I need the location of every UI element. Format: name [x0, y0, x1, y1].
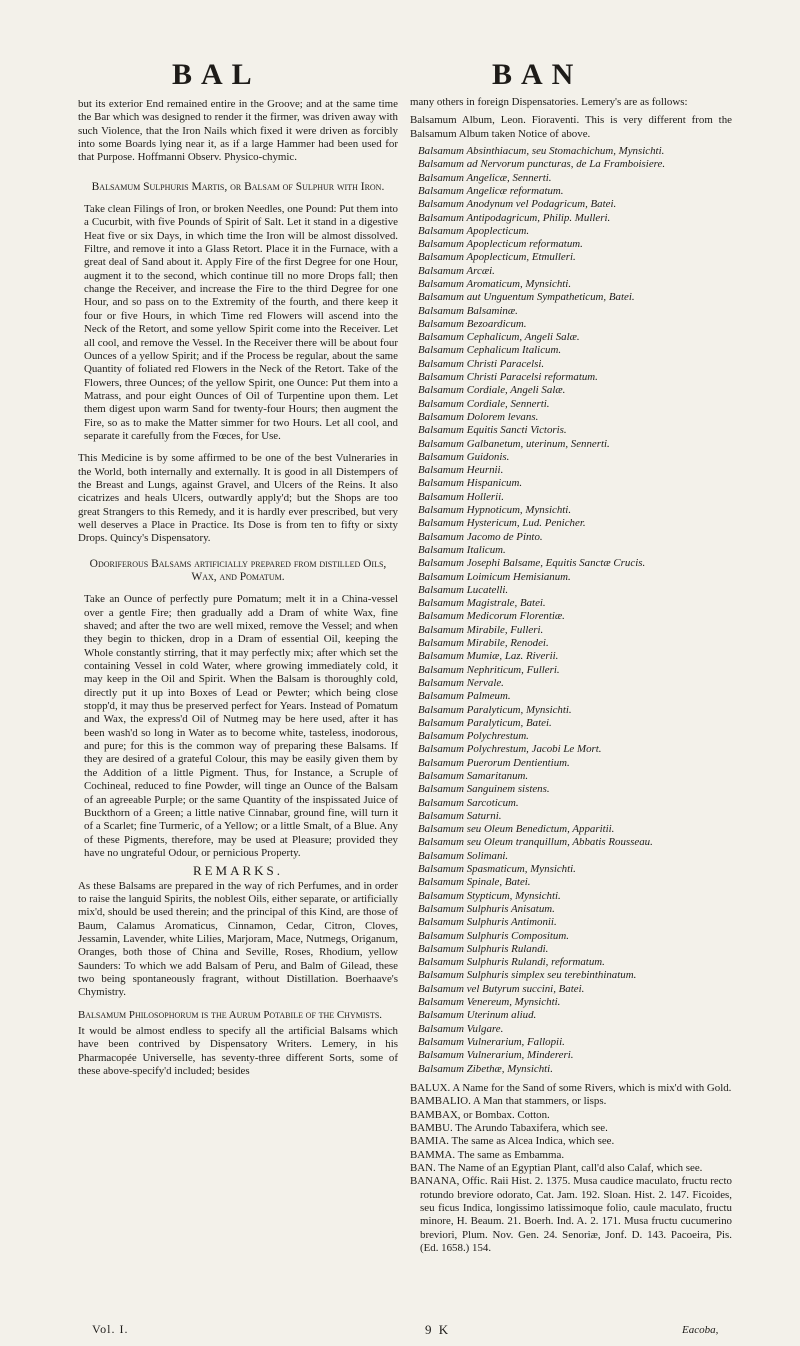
balsam-list-item: Balsamum vel Butyrum succini, Batei.: [418, 982, 585, 995]
dictionary-entry: BALUX. A Name for the Sand of some Rivers, which is mix'd with Gold.: [410, 1081, 732, 1094]
running-head-left: BAL: [172, 58, 261, 91]
odoriferous-heading: Odoriferous Balsams artificially prepared from distilled Oils, Wax, and Pomatum.: [89, 557, 387, 583]
balsam-list-item: Balsamum Equitis Sancti Victoris.: [418, 424, 567, 437]
opening-paragraph: but its exterior End remained entire in the Groove; and at the same time the Bar which was designed to render it the firmer, was driven away with such Violence, that the Iron Nails which fixed it were driven as forcibly into some Boards lying near it, as if a large Hammer had been used for that Purpose. Hoffmanni Observ. Physico-chymic.: [78, 98, 398, 164]
balsam-list-item: Balsamum Uterinum aliud.: [418, 1009, 537, 1022]
balsam-list-item: Balsamum Mumiæ, Laz. Riverii.: [418, 650, 559, 663]
balsam-list-item: Balsamum Apoplecticum reformatum.: [418, 238, 583, 251]
balsam-list-item: Balsamum Christi Paracelsi reformatum.: [418, 371, 598, 384]
balsam-list-item: Balsamum Galbanetum, uterinum, Sennerti.: [418, 437, 610, 450]
balsam-list-item: Balsamum Lucatelli.: [418, 583, 509, 596]
balsam-list-item: Balsamum Saturni.: [418, 809, 502, 822]
balsam-list-item: Balsamum Zibethæ, Mynsichti.: [418, 1062, 553, 1075]
balsam-list-item: Balsamum Sulphuris Rulandi.: [418, 942, 549, 955]
balsam-list-item: Balsamum Cephalicum, Angeli Salæ.: [418, 331, 580, 344]
balsam-list-item: Balsamum Anodynum vel Podagricum, Batei.: [418, 198, 617, 211]
signature-mark: 9 K: [425, 1322, 451, 1337]
balsam-list-item: Balsamum Cordiale, Angeli Salæ.: [418, 384, 566, 397]
lemery-intro: many others in foreign Dispensatories. Lemery's are as follows:: [410, 96, 688, 108]
balsam-list-item: Balsamum Vulnerarium, Mindereri.: [418, 1049, 574, 1062]
remarks-heading: REMARKS.: [192, 863, 284, 879]
balsam-list-item: Balsamum Polychrestum, Jacobi Le Mort.: [418, 743, 602, 756]
dictionary-entry: BAMBALIO. A Man that stammers, or lisps.: [410, 1095, 607, 1108]
balsam-list-item: Balsamum Sulphuris Rulandi, reformatum.: [418, 956, 605, 969]
balsam-list-item: Balsamum Polychrestum.: [418, 730, 529, 743]
balsam-list-item: Balsamum Hypnoticum, Mynsichti.: [418, 504, 572, 517]
balsam-list-item: Balsamum Bezoardicum.: [418, 317, 527, 330]
remarks-paragraph: As these Balsams are prepared in the way of rich Perfumes, and in order to raise the languid Spirits, the noblest Oils, either separate, or artificially mix'd, should be used therein; and the principal of this Kind, are those of Baum, Calamus Aromaticus, Cinnamon, Cedar, Citron, Cloves, Jessamin, Lavender, white Lilies, Marjoram, Mace, Nutmegs, Origanum, Oranges, both those of China and Seville, Roses, Rhodium, yellow Saunders: To which we add Balsam of Peru, and Balm of Gilead, these two being spontaneously fragrant, without Distillation. Boerhaave's Chymistry.: [78, 879, 398, 999]
balsam-list-item: Balsamum Stypticum, Mynsichti.: [418, 889, 561, 902]
balsam-list-item: Balsamum seu Oleum tranquillum, Abbatis Rousseau.: [418, 836, 653, 849]
dictionary-entry: BAMMA. The same as Embamma.: [410, 1148, 565, 1161]
balsam-list-item: Balsamum Vulnerarium, Fallopii.: [418, 1035, 565, 1048]
balsam-list-item: Balsamum Nephriticum, Fulleri.: [418, 663, 560, 676]
balsam-list-item: Balsamum Samaritanum.: [418, 769, 529, 782]
balsam-list-item: Balsamum Hollerii.: [418, 490, 504, 503]
right-column: [410, 96, 732, 1255]
balsam-list-item: Balsamum Apoplecticum.: [418, 224, 530, 237]
balsam-list-item: Balsamum Puerorum Dentientium.: [418, 756, 570, 769]
balsam-list-item: Balsamum Apoplecticum, Etmulleri.: [418, 251, 576, 264]
balsam-list-item: Balsamum Palmeum.: [418, 690, 511, 703]
balsam-list-item: Balsamum Heurnii.: [418, 464, 504, 477]
balsam-list-item: Balsamum Medicorum Florentiæ.: [418, 610, 565, 623]
balsam-list-item: Balsamum Paralyticum, Mynsichti.: [418, 703, 572, 716]
balsam-list-item: Balsamum Dolorem levans.: [418, 410, 539, 423]
balsam-list-item: Balsamum Jacomo de Pinto.: [418, 530, 543, 543]
philosophorum-paragraph: Balsamum Philosophorum is the Aurum Potabile of the Chymists.: [78, 1008, 383, 1021]
balsam-list-item: Balsamum Sulphuris Antimonii.: [418, 916, 557, 929]
left-column: [78, 98, 398, 1078]
balsam-list-item: Balsamum Antipodagricum, Philip. Mulleri.: [418, 211, 611, 224]
balsam-list: [410, 145, 732, 1076]
balsam-list-item: Balsamum Nervale.: [418, 676, 504, 689]
dictionary-entry: BAMIA. The same as Alcea Indica, which see.: [410, 1135, 615, 1148]
balsam-list-item: Balsamum Aromaticum, Mynsichti.: [418, 278, 572, 290]
balsam-list-item: Balsamum Absinthiacum, seu Stomachichum, Mynsichti.: [418, 145, 665, 158]
balsam-list-item: Balsamum Spinale, Batei.: [418, 876, 531, 889]
balsam-list-item: Balsamum Sulphuris simplex seu terebinthinatum.: [418, 969, 637, 982]
balsam-list-item: Balsamum Hystericum, Lud. Penicher.: [418, 517, 586, 530]
sulphur-recipe: Take clean Filings of Iron, or broken Needles, one Pound: Put them into a Cucurbit, with five Pounds of Spirit of Salt. Let it stand in a digestive Heat five or six Days, in which time the Iron will be almost dissolved. Filtre, and remove it into a Glass Retort. Place it in the Furnace, with a great deal of Sand about it. Apply Fire of the first Degree for one Hour, augment it to the second, which continue till no more Drops fall; then change the Receiver, and increase the Fire to the third Degree for one Hour, and so pass on to the Extremity of the fourth, and there keep it four or five Hours, in which Time red Flowers will ascend into the Neck of the Retort, and some yellow Spirit come into the Receiver. Let all cool, and remove the Vessel. In the Receiver there will be about four Ounces of a yellow Spirit; and if the Process be regular, about the same Quantity of foliated red Flowers in the Neck of the Retort. Take of the Flowers, three Ounces; of the yellow Spirit, one Ounce: Put them into a Matrass, and pour eight Ounces of Oil of Turpentine upon them. Let them digest upon warm Sand for twenty-four Hours; then augment the Fire, so as to make the Matter simmer for two Hours. Let all cool, and separate it carefully from the Fœces, for Use.: [84, 203, 398, 442]
balsam-list-item: Balsamum seu Oleum Benedictum, Apparitii.: [418, 823, 615, 836]
balsam-list-item: Balsamum Paralyticum, Batei.: [418, 716, 552, 729]
balsam-list-item: Balsamum Spasmaticum, Mynsichti.: [418, 863, 576, 876]
balsam-list-item: Balsamum Guidonis.: [418, 450, 510, 463]
volume-mark: Vol. I.: [92, 1322, 129, 1336]
dictionary-entry: BAMBAX, or Bombax. Cotton.: [410, 1108, 550, 1121]
dictionary-entries: [410, 1082, 732, 1255]
dictionary-entry: BAMBU. The Arundo Tabaxifera, which see.: [410, 1121, 608, 1134]
balsam-list-item: Balsamum Sarcoticum.: [418, 796, 519, 809]
odoriferous-recipe: Take an Ounce of perfectly pure Pomatum; melt it in a China-vessel over a gentle Fire; then gradually add a Dram of white Wax, fine shaved; and after the two are well mixed, remove the Vessel; and when they begin to thicken, drop in a Dram of essential Oil, keeping the Whole constantly stirring, that it may perfectly mix; after which set the containing Vessel in cold Water, where growing immediately cold, it may keep in the Oil and Spirit. When the Balsam is thoroughly cold, directly put it up into Boxes of Lead or Pewter; which being close stopp'd, it may thus be preserved perfect for Years. Instead of Pomatum and Wax, the express'd Oil of Nutmeg may be here used, after it has been wash'd so long in Water as to become white, tasteless, inodorous, and pure; for this is the common way of preparing these Balsams. If they are desired of a grateful Colour, this may be easily given them by the Addition of a little Pigment. Thus, for Instance, a Scruple of Cochineal, reduced to fine Powder, will tinge an Ounce of the Balsam of an agreeable Purple; or the same Quantity of the inspissated Juice of Buckthorn of a Green; a little native Cinnabar, ground fine, will turn it of a Scarlet; fine Turmeric, of a Yellow; or a little Smalt, of a Blue. Any of these Pigments, therefore, may be used at Pleasure; provided they have no ungrateful Odour, or pernicious Property.: [84, 593, 398, 859]
balsam-list-item: Balsamum Arcæi.: [418, 264, 495, 277]
balsamum-album-note: Balsamum Album, Leon. Fioraventi. This is very different from the Balsamum Album taken Notice of above.: [410, 114, 732, 140]
balsam-list-item: Balsamum Venereum, Mynsichti.: [418, 996, 561, 1009]
balsam-list-item: Balsamum Magistrale, Batei.: [418, 597, 546, 610]
balsam-list-item: Balsamum Sulphuris Anisatum.: [418, 902, 555, 915]
balsam-list-item: Balsamum Vulgare.: [418, 1022, 504, 1035]
balsam-list-item: Balsamum ad Nervorum puncturas, de La Framboisiere.: [418, 158, 666, 171]
balsam-list-item: Balsamum Balsaminæ.: [418, 304, 518, 317]
balsam-list-item: Balsamum Loimicum Hemisianum.: [418, 570, 571, 583]
balsam-list-item: Balsamum Angelicæ reformatum.: [418, 184, 564, 197]
balsam-list-item: Balsamum Cephalicum Italicum.: [418, 344, 562, 357]
balsam-list-item: Balsamum Mirabile, Renodei.: [418, 637, 549, 650]
balsam-list-item: Balsamum Angelicæ, Sennerti.: [418, 171, 552, 184]
catchword: Eacoba,: [682, 1324, 719, 1336]
balsam-list-item: Balsamum Hispanicum.: [418, 477, 523, 490]
balsam-list-item: Balsamum Mirabile, Fulleri.: [418, 623, 544, 636]
balsam-list-item: Balsamum Solimani.: [418, 849, 509, 862]
sulphur-note: This Medicine is by some affirmed to be one of the best Vulneraries in the World, both internally and externally. It is good in all Distempers of the Breast and Lungs, against Gravel, and Ulcers of the Reins. It also cicatrizes and heals Ulcers, outwardly apply'd; but the Shops are too great Strangers to this Remedy, and it is hardly ever prescribed, but very well deserves a Place in Practice. Its Dose is from ten to fifty or sixty Drops. Quincy's Dispensatory.: [78, 452, 398, 545]
dictionary-entry: BANANA, Offic. Raii Hist. 2. 1375. Musa caudice maculato, fructu recto rotundo breviore odorato, Cat. Jam. 192. Sloan. Hist. 2. 147. Ficoides, seu ficus Indica, longissimo latissimoque folio, caule maculato, fructu minore, H. Beaum. 21. Boerh. Ind. A. 2. 171. Musa fructu cucumerino breviori, Plum. Nov. Gen. 24. Senoriæ, Jonf. D. 143. Pacoeira, Pis. (Ed. 1658.) 154.: [410, 1175, 732, 1254]
sulphur-heading: Balsamum Sulphuris Martis, or Balsam of Sulphur with Iron.: [91, 180, 385, 193]
dictionary-entry: BAN. The Name of an Egyptian Plant, call'd also Calaf, which see.: [410, 1161, 703, 1174]
running-head-right: BAN: [492, 58, 583, 91]
balsam-list-item: Balsamum Cordiale, Sennerti.: [418, 397, 550, 410]
balsam-list-item: Balsamum Italicum.: [418, 543, 506, 556]
balsam-list-item: Balsamum Sulphuris Compositum.: [418, 929, 569, 942]
closing-paragraph: It would be almost endless to specify all the artificial Balsams which have been contrived by Dispensatory Writers. Lemery, in his Pharmacopée Universelle, has seventy-three different Sorts, some of these above-specify'd included; besides: [78, 1025, 398, 1078]
balsam-list-item: Balsamum Sanguinem sistens.: [418, 783, 550, 796]
balsam-list-item: Balsamum Josephi Balsame, Equitis Sanctæ Crucis.: [418, 557, 646, 570]
balsam-list-item: Balsamum Christi Paracelsi.: [418, 357, 545, 370]
balsam-list-item: Balsamum aut Unguentum Sympatheticum, Batei.: [418, 291, 635, 304]
